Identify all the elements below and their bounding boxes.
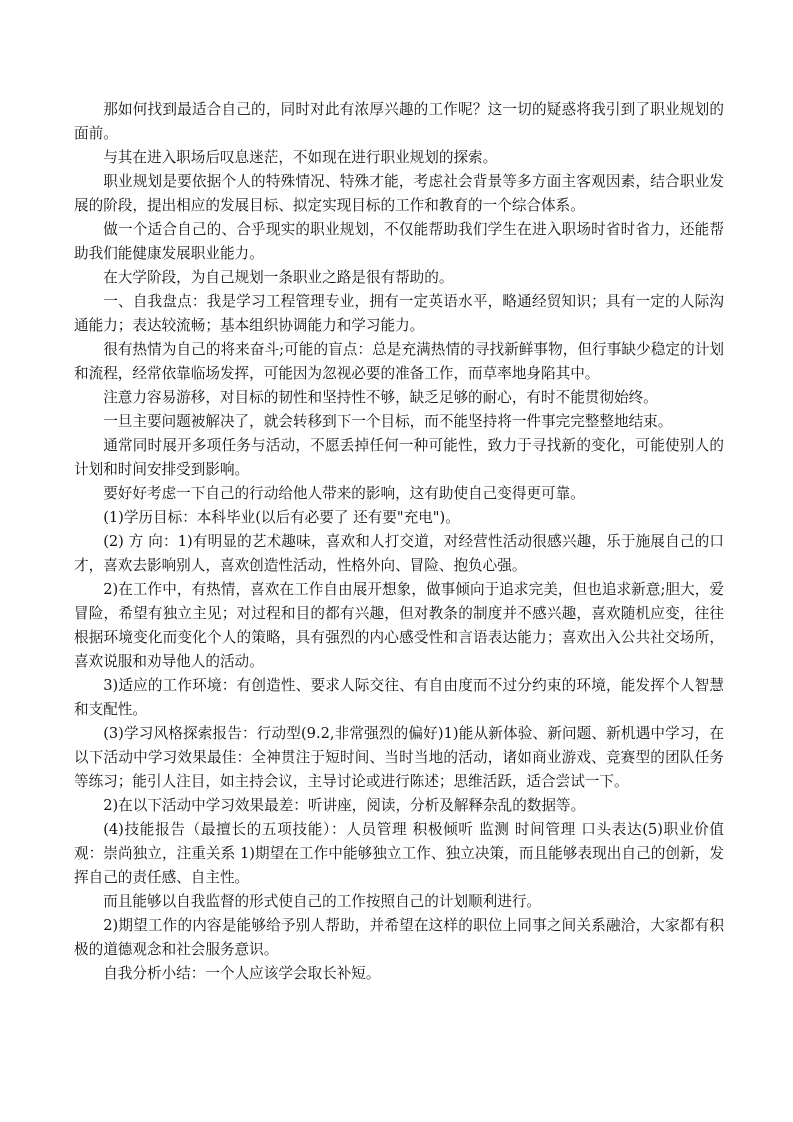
paragraph: 3)适应的工作环境：有创造性、要求人际交往、有自由度而不过分约束的环境，能发挥个人智慧和支配性。 (74, 677, 724, 718)
paragraph: 自我分析小结：一个人应该学会取长补短。 (103, 965, 381, 982)
paragraph: 注意力容易游移，对目标的韧性和坚持性不够，缺乏足够的耐心，有时不能贯彻始终。 (103, 389, 658, 406)
paragraph: 要好好考虑一下自己的行动给他人带来的影响，这有助使自己变得更可靠。 (103, 485, 585, 502)
paragraph: 而且能够以自我监督的形式使自己的工作按照自己的计划顺利进行。 (103, 893, 542, 910)
paragraph: 一旦主要问题被解决了，就会转移到下一个目标，而不能坚持将一件事完完整整地结束。 (103, 413, 673, 430)
paragraph: 与其在进入职场后叹息迷茫，不如现在进行职业规划的探索。 (103, 149, 498, 166)
paragraph: 做一个适合自己的、合乎现实的职业规划，不仅能帮助我们学生在进入职场时省时省力，还能帮助我们能健康发展职业能力。 (74, 221, 724, 262)
paragraph: 一、自我盘点：我是学习工程管理专业，拥有一定英语水平，略通经贸知识；具有一定的人际沟通能力；表达较流畅；基本组织协调能力和学习能力。 (74, 293, 724, 334)
paragraph: 2)在工作中，有热情，喜欢在工作自由展开想象，做事倾向于追求完美，但也追求新意;胆大，爱冒险，希望有独立主见；对过程和目的都有兴趣，但对教条的制度并不感兴趣，喜欢随机应变，往往根据环境变化而变化个人的策略，具有强烈的内心感受性和言语表达能力；喜欢出入公共社交场所，喜欢说服和劝导他人的活动。 (74, 581, 724, 670)
paragraph: 职业规划是要依据个人的特殊情况、特殊才能，考虑社会背景等多方面主客观因素，结合职业发展的阶段，提出相应的发展目标、拟定实现目标的工作和教育的一个综合体系。 (74, 173, 724, 214)
paragraph: (2) 方 向：1)有明显的艺术趣味，喜欢和人打交道，对经营性活动很感兴趣，乐于施展自己的口才，喜欢去影响别人，喜欢创造性活动，性格外向、冒险、抱负心强。 (74, 533, 724, 574)
paragraph: (1)学历目标：本科毕业(以后有必要了 还有要"充电")。 (103, 509, 460, 526)
paragraph: 很有热情为自己的将来奋斗;可能的盲点：总是充满热情的寻找新鲜事物，但行事缺少稳定的计划和流程，经常依靠临场发挥，可能因为忽视必要的准备工作，而草率地身陷其中。 (74, 341, 724, 382)
paragraph: 2)期望工作的内容是能够给予别人帮助，并希望在这样的职位上同事之间关系融洽，大家都有积极的道德观念和社会服务意识。 (74, 917, 724, 958)
paragraph: 通常同时展开多项任务与活动，不愿丢掉任何一种可能性，致力于寻找新的变化，可能使别人的计划和时间安排受到影响。 (74, 437, 724, 478)
paragraph: (3)学习风格探索报告：行动型(9.2,非常强烈的偏好)1)能从新体验、新问题、新机遇中学习，在以下活动中学习效果最佳：全神贯注于短时间、当时当地的活动，诸如商业游戏、竞赛型的团队任务等练习；能引人注目，如主持会议，主导讨论或进行陈述；思维活跃，适合尝试一下。 (74, 725, 724, 790)
paragraph: 那如何找到最适合自己的，同时对此有浓厚兴趣的工作呢？这一切的疑惑将我引到了职业规划的面前。 (74, 101, 724, 142)
document-body (74, 98, 724, 986)
paragraph: (4)技能报告（最擅长的五项技能）：人员管理 积极倾听 监测 时间管理 口头表达(5)职业价值观：崇尚独立，注重关系 1)期望在工作中能够独立工作、独立决策，而且能够表现出自己的创新，发挥自己的责任感、自主性。 (74, 821, 724, 886)
paragraph: 2)在以下活动中学习效果最差：听讲座，阅读，分析及解释杂乱的数据等。 (103, 797, 586, 814)
paragraph: 在大学阶段，为自己规划一条职业之路是很有帮助的。 (103, 269, 454, 286)
